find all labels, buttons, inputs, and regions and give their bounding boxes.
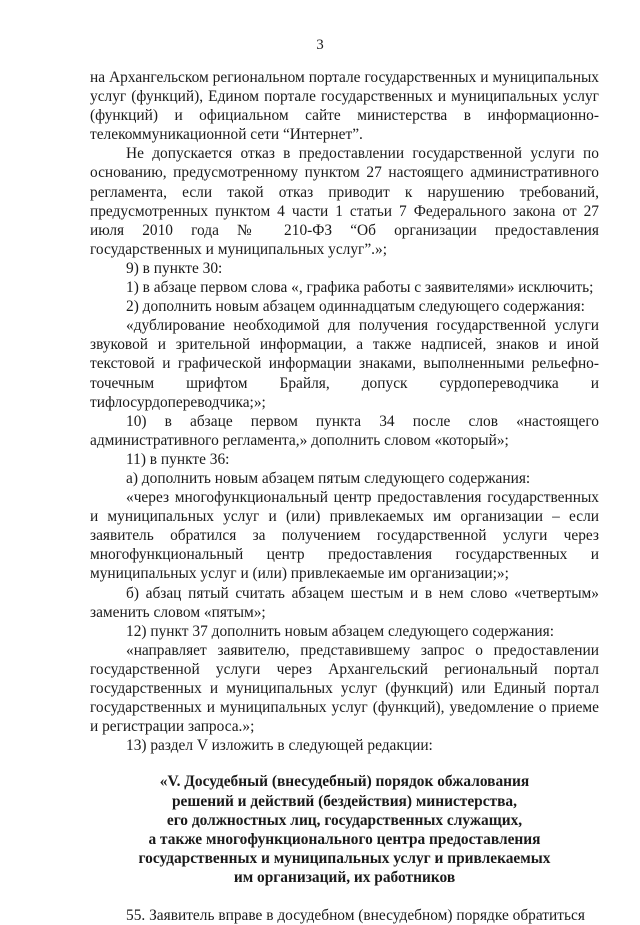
section-title-line: решений и действий (бездействия) министерства, — [172, 792, 517, 810]
paragraph-55: 55. Заявитель вправе в досудебном (внесудебном) порядке обратиться — [126, 906, 585, 924]
section-title-line: им организаций, их работников — [233, 869, 456, 887]
paragraph-3: 9) в пункте 30: — [126, 259, 223, 277]
paragraph-6: «дублирование необходимой для получения государственной услуги звуковой и зрительной информации, а также надписей, знаков и иной текстовой и графической информации знаками, выполненными рельефно-точечным шрифтом Брайля, допуск сурдопереводчика и тифлосурдопереводчика;»; — [90, 317, 599, 411]
section-title-line: государственных и муниципальных услуг и привлекаемых — [138, 850, 551, 868]
paragraph-5: 2) дополнить новым абзацем одиннадцатым следующего содержания: — [126, 298, 585, 316]
paragraph-8: 11) в пункте 36: — [126, 450, 230, 468]
document-body — [90, 68, 599, 925]
paragraph-1: на Архангельском региональном портале государственных и муниципальных услуг (функций), Едином портале государственных и муниципальных услуг (функций) и официальном сайте министерства в информационно-телекоммуникационной сети “Интернет”. — [90, 69, 599, 144]
paragraph-7: 10) в абзаце первом пункта 34 после слов «настоящего административного регламента,» дополнить словом «который»; — [90, 412, 599, 449]
paragraph-11: б) абзац пятый считать абзацем шестым и в нем слово «четвертым» заменить словом «пятым»; — [90, 584, 599, 621]
paragraph-9: а) дополнить новым абзацем пятым следующего содержания: — [126, 469, 531, 487]
paragraph-14: 13) раздел V изложить в следующей редакции: — [126, 737, 433, 755]
paragraph-13: «направляет заявителю, представившему запрос о предоставлении государственной услуги через Архангельский региональный портал государственных и муниципальных услуг (функций) или Единый портал государственных и муниципальных услуг (функций), уведомление о приеме и регистрации запроса.»; — [90, 641, 599, 736]
paragraph-4: 1) в абзаце первом слова «, графика работы с заявителями» исключить; — [126, 279, 594, 297]
section-title-line: «V. Досудебный (внесудебный) порядок обжалования — [159, 773, 530, 791]
section-title — [90, 772, 599, 887]
section-title-line: а также многофункционального центра предоставления — [148, 830, 541, 848]
section-title-line: его должностных лиц, государственных служащих, — [166, 811, 523, 829]
page-number: 3 — [316, 37, 324, 53]
paragraph-2: Не допускается отказ в предоставлении государственной услуги по основанию, предусмотренному пунктом 27 настоящего административного регламента, если такой отказ приводит к нарушению требований, предусмотренных пунктом 4 части 1 статьи 7 Федерального закона от 27 июля 2010 года № 210-ФЗ “Об организации предоставления государственных и муниципальных услуг”.»; — [90, 145, 599, 258]
paragraph-10: «через многофункциональный центр предоставления государственных и муниципальных услуг и (или) привлекаемых им организации – если заявитель обратился за получением государственной услуги через многофункциональный центр предоставления государственных и муниципальных услуг и (или) привлекаемые им организации;»; — [90, 489, 599, 583]
paragraph-12: 12) пункт 37 дополнить новым абзацем следующего содержания: — [126, 622, 555, 640]
